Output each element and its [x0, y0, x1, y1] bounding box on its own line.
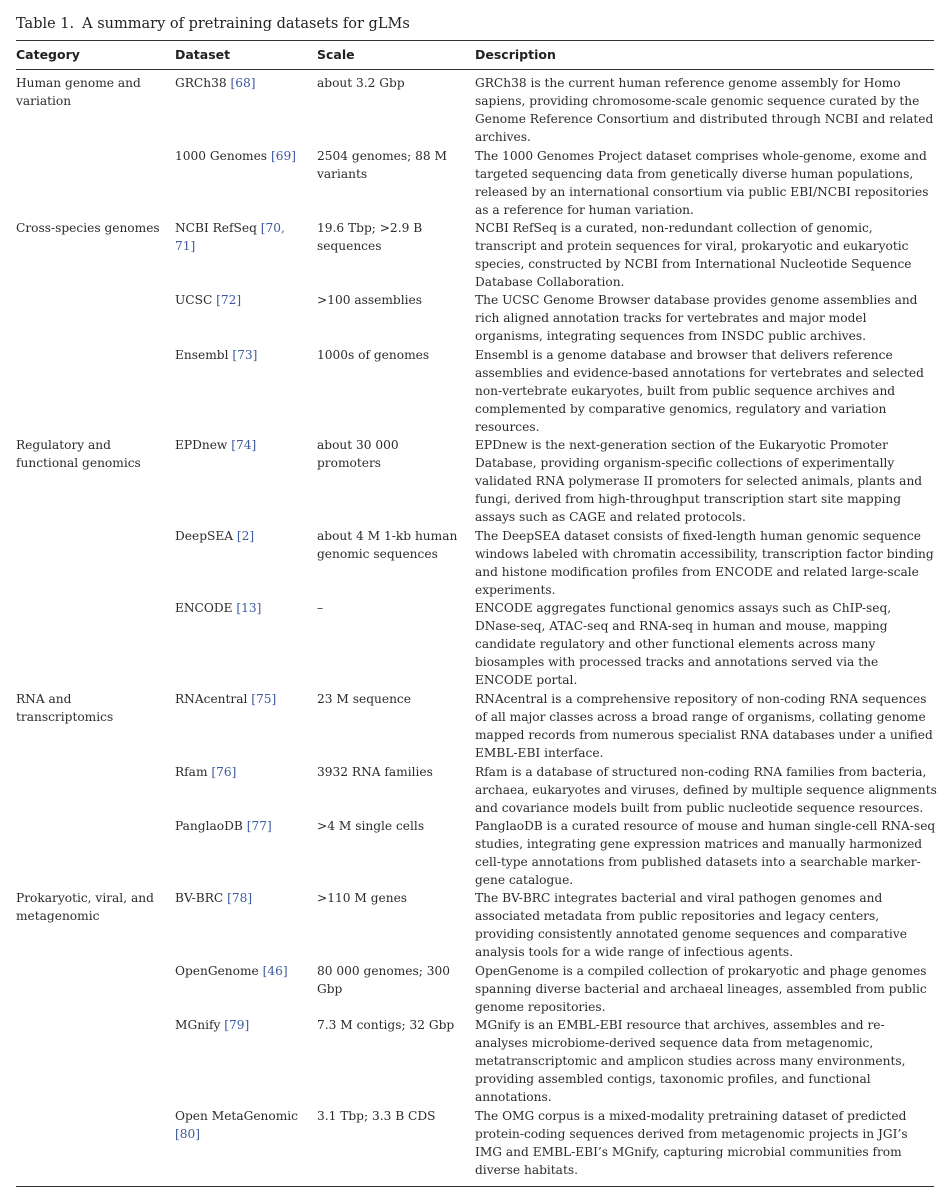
- citation-link[interactable]: [73]: [232, 348, 258, 362]
- scale-cell: 80 000 genomes; 300 Gbp: [317, 964, 450, 997]
- bottom-rule: [16, 1186, 934, 1187]
- dataset-name: ENCODE: [175, 601, 237, 615]
- top-rule: [16, 40, 934, 41]
- description-cell: Rfam is a database of structured non-coding RNA families from bacteria, archaea, eukaryotes and viruses, defined by multiple sequence alignments and covariance models built from public nucleotide sequence resources.: [475, 765, 937, 816]
- scale-cell: 19.6 Tbp; >2.9 B sequences: [317, 221, 423, 254]
- dataset-cell: [175, 346, 305, 364]
- dataset-name: RNAcentral: [175, 692, 252, 706]
- citation-link[interactable]: [79]: [224, 1018, 250, 1032]
- dataset-name: Ensembl: [175, 348, 233, 362]
- scale-cell: >100 assemblies: [317, 293, 422, 307]
- description-cell: The DeepSEA dataset consists of fixed-length human genomic sequence windows labeled with chromatin accessibility, transcription factor binding and histone modification profiles from ENCODE and related large-scale experiments.: [475, 529, 934, 598]
- description-cell: The UCSC Genome Browser database provides genome assemblies and rich aligned annotation tracks for vertebrates and major model organisms, integrating sequences from INSDC public archives.: [475, 293, 918, 344]
- citation-link[interactable]: [72]: [216, 293, 242, 307]
- dataset-name: PanglaoDB: [175, 819, 247, 833]
- scale-cell: 1000s of genomes: [317, 348, 430, 362]
- citation-link[interactable]: [76]: [211, 765, 237, 779]
- dataset-name: Rfam: [175, 765, 212, 779]
- description-cell: NCBI RefSeq is a curated, non-redundant collection of genomic, transcript and protein sequences for viral, prokaryotic and eukaryotic species, constructed by NCBI from International Nucleotide Sequence Database Collaboration.: [475, 221, 912, 290]
- scale-cell: about 3.2 Gbp: [317, 76, 405, 90]
- header-dataset: Dataset: [175, 47, 231, 62]
- description-cell: Ensembl is a genome database and browser that delivers reference assemblies and evidence-based annotations for vertebrates and selected non-vertebrate eukaryotes, built from public sequence archives and complemented by comparative genomics, regulatory and variation resources.: [475, 348, 924, 435]
- description-cell: GRCh38 is the current human reference genome assembly for Homo sapiens, providing chromosome-scale genomic sequence curated by the Genome Reference Consortium and distributed through NCBI and related archives.: [475, 76, 934, 145]
- dataset-name: GRCh38: [175, 76, 231, 90]
- dataset-cell: [175, 690, 305, 708]
- header-category: Category: [16, 47, 80, 62]
- dataset-cell: [175, 1016, 305, 1034]
- scale-cell: about 4 M 1-kb human genomic sequences: [317, 529, 458, 562]
- dataset-cell: [175, 1107, 305, 1143]
- description-cell: The OMG corpus is a mixed-modality pretraining dataset of predicted protein-coding sequences derived from metagenomic projects in JGI’s IMG and EMBL-EBI’s MGnify, capturing microbial communities from diverse habitats.: [475, 1109, 908, 1178]
- citation-link[interactable]: [46]: [262, 964, 288, 978]
- dataset-cell: [175, 599, 305, 617]
- description-cell: ENCODE aggregates functional genomics assays such as ChIP-seq, DNase-seq, ATAC-seq and RNA-seq in human and mouse, mapping candidate regulatory and other functional elements across many biosamples with processed tracks and annotations served via the ENCODE portal.: [475, 601, 892, 688]
- dataset-cell: [175, 962, 305, 980]
- description-cell: OpenGenome is a compiled collection of prokaryotic and phage genomes spanning diverse bacterial and archaeal lineages, assembled from public genome repositories.: [475, 964, 927, 1015]
- dataset-name: NCBI RefSeq: [175, 221, 261, 235]
- category-cell: RNA and transcriptomics: [16, 692, 114, 725]
- table-title: A summary of pretraining datasets for gLMs: [82, 16, 410, 32]
- citation-link[interactable]: [78]: [227, 891, 253, 905]
- dataset-name: MGnify: [175, 1018, 225, 1032]
- dataset-cell: [175, 817, 305, 835]
- citation-link[interactable]: [69]: [270, 149, 296, 163]
- table-header: [0, 45, 948, 65]
- header-description: Description: [475, 47, 556, 62]
- description-cell: PanglaoDB is a curated resource of mouse and human single-cell RNA-seq studies, integrating gene expression matrices and manually harmonized cell-type annotations from published datasets into a searchable marker-gene catalogue.: [475, 819, 936, 888]
- dataset-name: UCSC: [175, 293, 217, 307]
- description-cell: The BV-BRC integrates bacterial and viral pathogen genomes and associated metadata from public repositories and legacy centers, providing consistently annotated genome sequences and comparative analysis tools for a wide range of infectious agents.: [475, 891, 907, 960]
- citation-link[interactable]: [77]: [246, 819, 272, 833]
- scale-cell: >4 M single cells: [317, 819, 425, 833]
- scale-cell: 7.3 M contigs; 32 Gbp: [317, 1018, 455, 1032]
- dataset-cell: [175, 74, 305, 92]
- dataset-name: 1000 Genomes: [175, 149, 271, 163]
- dataset-name: BV-BRC: [175, 891, 228, 905]
- description-cell: EPDnew is the next-generation section of the Eukaryotic Promoter Database, providing organism-specific collections of experimentally validated RNA polymerase II promoters for selected animals, plants and fungi, derived from high-throughput transcription start site mapping assays such as CAGE and related protocols.: [475, 438, 923, 525]
- header-rule: [16, 69, 934, 70]
- dataset-cell: [175, 147, 305, 165]
- category-cell: Cross-species genomes: [16, 221, 160, 235]
- scale-cell: 23 M sequence: [317, 692, 411, 706]
- description-cell: RNAcentral is a comprehensive repository of non-coding RNA sequences of all major classes across a broad range of organisms, collating genome mapped records from numerous specialist RNA databases under a unified EMBL-EBI interface.: [475, 692, 933, 761]
- dataset-name: OpenGenome: [175, 964, 263, 978]
- category-cell: Prokaryotic, viral, and metagenomic: [16, 891, 154, 924]
- category-cell: Regulatory and functional genomics: [16, 438, 141, 471]
- dataset-name: EPDnew: [175, 438, 232, 452]
- dataset-cell: [175, 219, 305, 255]
- citation-link[interactable]: [74]: [231, 438, 257, 452]
- scale-cell: >110 M genes: [317, 891, 408, 905]
- citation-link[interactable]: [80]: [175, 1127, 201, 1142]
- scale-cell: 3.1 Tbp; 3.3 B CDS: [317, 1109, 436, 1123]
- dataset-cell: [175, 291, 305, 309]
- dataset-cell: [175, 527, 305, 545]
- scale-cell: 3932 RNA families: [317, 765, 433, 779]
- header-scale: Scale: [317, 47, 355, 62]
- description-cell: MGnify is an EMBL-EBI resource that archives, assembles and re-analyses microbiome-derived sequence data from metagenomic, metatranscriptomic and amplicon studies across many environments, providing assembled contigs, taxonomic profiles, and functional annotations.: [475, 1018, 906, 1105]
- dataset-cell: [175, 436, 305, 454]
- description-cell: The 1000 Genomes Project dataset comprises whole-genome, exome and targeted sequencing data from genetically diverse human populations, released by an international consortium via public EBI/NCBI repositories as a reference for human variation.: [475, 149, 929, 218]
- table-caption: [16, 14, 410, 34]
- citation-link[interactable]: [68]: [230, 76, 256, 90]
- category-cell: Human genome and variation: [16, 76, 141, 109]
- dataset-cell: [175, 763, 305, 781]
- dataset-name: Open MetaGenomic: [175, 1109, 298, 1123]
- scale-cell: 2504 genomes; 88 M variants: [317, 149, 447, 182]
- table-label: Table 1.: [16, 16, 75, 32]
- citation-link[interactable]: [2]: [236, 529, 255, 543]
- scale-cell: –: [317, 601, 324, 615]
- dataset-name: DeepSEA: [175, 529, 237, 543]
- scale-cell: about 30 000 promoters: [317, 438, 399, 471]
- dataset-cell: [175, 889, 305, 907]
- citation-link[interactable]: [70, 71]: [175, 221, 285, 254]
- citation-link[interactable]: [13]: [236, 601, 262, 615]
- citation-link[interactable]: [75]: [251, 692, 277, 706]
